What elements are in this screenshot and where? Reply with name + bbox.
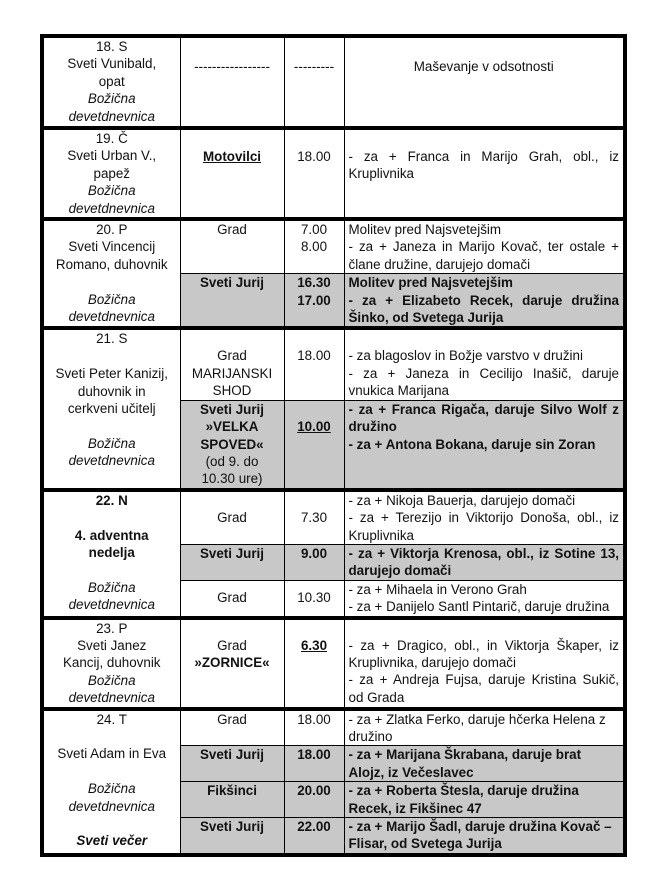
- time: 18.00: [297, 711, 331, 727]
- intention: - za + Nikoja Bauerja, darujejo domači: [348, 492, 576, 508]
- place-cell: [180, 709, 284, 746]
- time: 18.00: [297, 348, 331, 364]
- intention: - za + Janeza in Cecilijo Inašič, daruje vnukica Marijana: [348, 365, 619, 399]
- time-cell: [284, 36, 344, 128]
- place-cell: [180, 274, 284, 329]
- intention: - za blagoslov in Božje varstvo v družini: [348, 348, 583, 364]
- saint-name: Sveti Janez: [77, 637, 147, 653]
- place-cell: [180, 219, 284, 274]
- intention-cell: [344, 36, 625, 128]
- event-label: SPOVED«: [200, 436, 264, 452]
- place: Grad: [217, 348, 247, 364]
- saint-name: Sveti Peter Kanizij,: [55, 366, 168, 382]
- intention: - za + Mihaela in Verono Grah: [348, 581, 527, 597]
- place-cell: [180, 580, 284, 617]
- day-date: 23. P: [96, 620, 128, 636]
- day-cell: [42, 618, 180, 709]
- intention-cell: [344, 328, 625, 400]
- time: 8.00: [300, 239, 328, 255]
- saint-title: cerkveni učitelj: [67, 401, 156, 417]
- intention: - za + Terezijo in Viktorijo Donoša, obl., iz Kruplivnika: [348, 510, 619, 543]
- novena-note: Božična: [87, 435, 136, 451]
- novena-note: devetdnevnica: [68, 690, 155, 706]
- intention: - za + Andreja Fujsa, daruje Kristina Sukič, od Grada: [348, 672, 619, 705]
- intention-cell: [344, 544, 625, 580]
- place: Motovilci: [202, 149, 262, 164]
- saint-name: Sveti Vincencij: [68, 239, 156, 255]
- event-label: »VELKA: [205, 419, 259, 435]
- event-label: MARIJANSKI: [191, 365, 273, 381]
- novena-note: devetdnevnica: [68, 108, 155, 124]
- time-cell: [284, 746, 344, 782]
- table-row: [42, 490, 625, 545]
- place: Sveti Jurij: [199, 275, 264, 291]
- novena-note: devetdnevnica: [68, 309, 155, 325]
- time-cell: [284, 274, 344, 329]
- saint-title: Kancij, duhovnik: [62, 655, 161, 671]
- time: 20.00: [297, 783, 331, 799]
- intention: - za + Roberta Štesla, daruje družina Recek, iz Fikšinec 47: [348, 783, 579, 816]
- novena-note: devetdnevnica: [68, 453, 155, 469]
- place: -----------------: [194, 59, 270, 74]
- saint-name: Sveti Vunibald,: [67, 56, 157, 72]
- place: Grad: [217, 711, 247, 727]
- intention: - za + Franca Rigača, daruje Silvo Wolf z družino: [348, 401, 619, 435]
- saint-name: Sveti Urban V.,: [67, 148, 157, 164]
- day-date: 24. T: [96, 711, 127, 727]
- saint-title: duhovnik in: [77, 383, 146, 399]
- intention: - za + Franca in Marijo Grah, obl., iz Kruplivnika: [348, 149, 619, 182]
- day-cell: [42, 219, 180, 328]
- table-row: [42, 128, 625, 219]
- novena-note: devetdnevnica: [68, 200, 155, 216]
- intention-cell: [344, 818, 625, 855]
- intention: - za + Dragico, obl., in Viktorja Škaper, iz Kruplivnika, darujejo domači: [348, 637, 619, 670]
- event-hours: 10.30 ure): [201, 471, 263, 487]
- intention-cell: [344, 709, 625, 746]
- time-cell: [284, 818, 344, 855]
- time: 7.00: [300, 222, 328, 238]
- time: 6.30: [300, 637, 328, 653]
- event-label: SHOD: [212, 383, 252, 399]
- time: 7.30: [300, 510, 328, 526]
- place: Grad: [217, 510, 247, 526]
- time: 10.30: [297, 590, 331, 606]
- place: Sveti Jurij: [199, 747, 264, 763]
- intention: - za + Marijo Šadl, daruje družina Kovač – Flisar, od Svetega Jurija: [348, 819, 612, 852]
- time-cell: [284, 709, 344, 746]
- day-cell: [42, 490, 180, 618]
- saint-title: Romano, duhovnik: [55, 256, 168, 272]
- place-cell: [180, 328, 284, 400]
- intention: - za + Janeza in Marijo Kovač, ter ostale + člane družine, darujejo domači: [348, 239, 619, 272]
- novena-note: Božična: [87, 781, 136, 797]
- mass-schedule-table: [40, 34, 627, 857]
- saint-title: opat: [98, 73, 125, 89]
- table-row: [42, 219, 625, 274]
- intention-cell: [344, 746, 625, 782]
- intention-cell: [344, 618, 625, 709]
- table-row: [42, 709, 625, 746]
- novena-note: Božična: [87, 183, 136, 199]
- time-cell: [284, 544, 344, 580]
- day-date: 20. P: [96, 222, 128, 238]
- time-cell: [284, 219, 344, 274]
- novena-note: Božična: [87, 579, 136, 595]
- intention-cell: [344, 128, 625, 219]
- place: Grad: [217, 637, 247, 653]
- place-cell: [180, 782, 284, 818]
- day-date: 18. S: [96, 39, 128, 54]
- time: ---------: [293, 59, 335, 74]
- place: Fikšinci: [207, 783, 257, 799]
- novena-note: Božična: [87, 91, 136, 107]
- time-cell: [284, 128, 344, 219]
- intention-cell: [344, 219, 625, 274]
- novena-note: devetdnevnica: [68, 597, 155, 613]
- intention: - za + Zlatka Ferko, daruje hčerka Helena z družino: [348, 711, 606, 744]
- time-cell: [284, 580, 344, 617]
- event-label: »ZORNICE«: [194, 654, 270, 670]
- intention: - za + Antona Bokana, daruje sin Zoran: [348, 436, 596, 452]
- day-cell: [42, 709, 180, 855]
- day-date: 22. N: [95, 492, 128, 508]
- intention-cell: [344, 274, 625, 329]
- time: 18.00: [297, 149, 331, 164]
- table-row: [42, 618, 625, 709]
- intention: - za + Marijana Škrabana, daruje brat Alojz, iz Večeslavec: [348, 747, 582, 780]
- place-cell: [180, 490, 284, 545]
- time: 18.00: [297, 747, 331, 763]
- intention: - za + Danijelo Santl Pintarič, daruje družina: [348, 599, 610, 615]
- place: Sveti Jurij: [199, 401, 264, 417]
- saint-name: Sveti Adam in Eva: [57, 746, 167, 762]
- event-hours: (od 9. do: [205, 453, 259, 469]
- table-row: [42, 328, 625, 400]
- place: Grad: [217, 590, 247, 606]
- intention: - za + Viktorja Krenosa, obl., iz Sotine 13, darujejo domači: [348, 545, 619, 579]
- place-cell: [180, 544, 284, 580]
- intention-cell: [344, 490, 625, 545]
- place-cell: [180, 400, 284, 490]
- novena-note: Božična: [87, 672, 136, 688]
- time-cell: [284, 618, 344, 709]
- intention-cell: [344, 580, 625, 617]
- saint-title: papež: [93, 165, 130, 181]
- intention-cell: [344, 782, 625, 818]
- time: 22.00: [297, 819, 331, 835]
- day-cell: [42, 128, 180, 219]
- place: Grad: [217, 222, 247, 238]
- day-date: 21. S: [96, 331, 128, 347]
- place: Sveti Jurij: [199, 819, 264, 835]
- time-cell: [284, 400, 344, 490]
- intention: Molitev pred Najsvetejšim: [348, 275, 513, 291]
- time: 9.00: [300, 545, 328, 561]
- novena-note: devetdnevnica: [68, 798, 155, 814]
- time: 10.00: [297, 418, 331, 434]
- liturgical-day: 4. adventna: [74, 527, 149, 543]
- intention-cell: [344, 400, 625, 490]
- intention: - za + Elizabeto Recek, daruje družina Šinko, od Svetega Jurija: [348, 292, 619, 326]
- day-cell: [42, 36, 180, 128]
- christmas-eve-label: Sveti večer: [76, 833, 148, 849]
- day-date: 19. Č: [95, 131, 128, 146]
- place-cell: [180, 618, 284, 709]
- place-cell: [180, 36, 284, 128]
- intention: Molitev pred Najsvetejšim: [348, 222, 502, 238]
- time: 16.30: [297, 275, 331, 291]
- day-cell: [42, 328, 180, 489]
- place-cell: [180, 818, 284, 855]
- table-row: [42, 36, 625, 128]
- place: Sveti Jurij: [199, 545, 264, 561]
- place-cell: [180, 746, 284, 782]
- time-cell: [284, 782, 344, 818]
- time-cell: [284, 490, 344, 545]
- liturgical-day: nedelja: [88, 544, 135, 560]
- time: 17.00: [297, 292, 331, 308]
- time-cell: [284, 328, 344, 400]
- place-cell: [180, 128, 284, 219]
- novena-note: Božična: [87, 291, 136, 307]
- intention: Maševanje v odsotnosti: [413, 59, 554, 74]
